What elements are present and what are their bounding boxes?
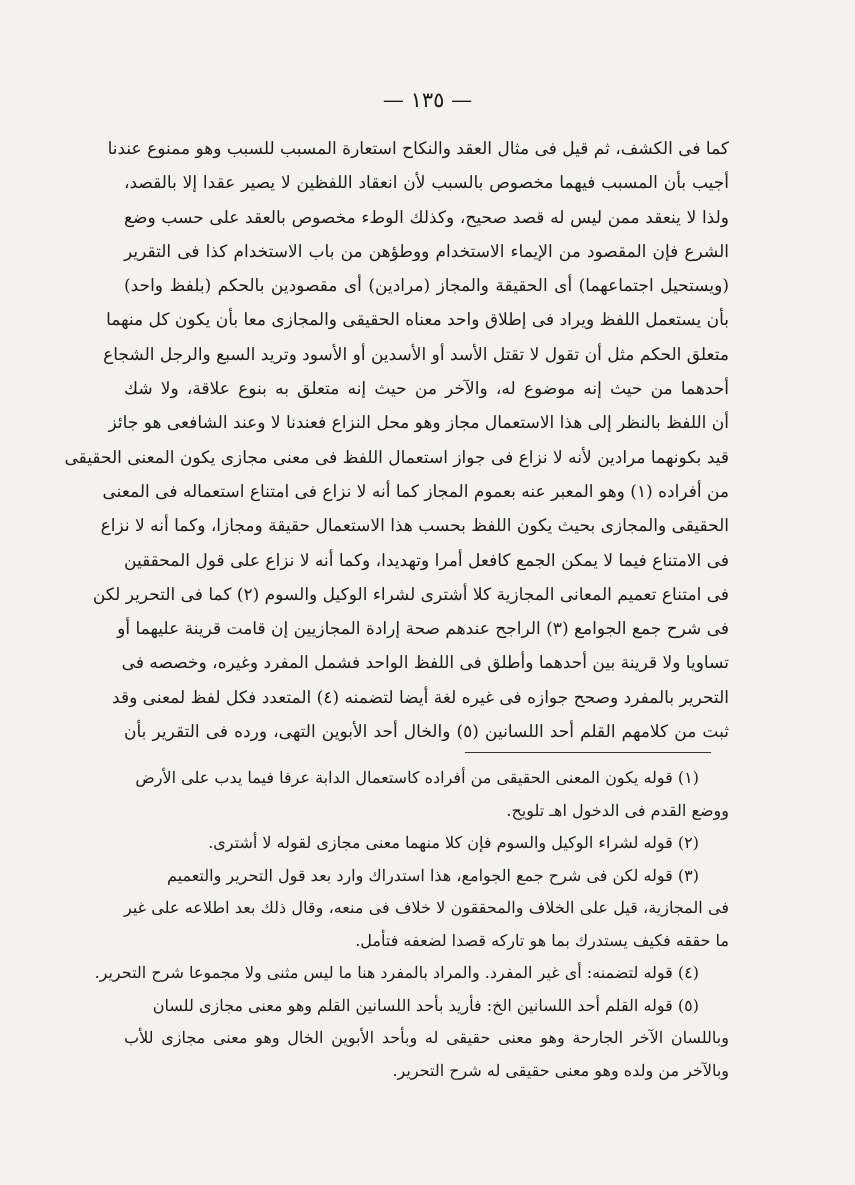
text-line: التحرير بالمفرد وصحح جوازه فى غيره لغة أيضا لتضمنه (٤) المتعدد فكل لفظ لمعنى وقد (112, 687, 729, 708)
text-line: أجيب بأن المسبب فيهما مخصوص بالسبب لأن انعقاد اللفظين لا يصير عقدا إلا بالقصد، (124, 173, 729, 194)
footnote-line: (١) قوله يكون المعنى الحقيقى من أفراده كاستعمال الدابة عرفا فيما يدب على الأرض (135, 768, 699, 787)
footnote-line: وباللسان الآخر الجارحة وهو معنى حقيقى له وبأحد الأبوين الخال وهو معنى مجازى للأب (124, 1028, 729, 1047)
text-line: (ويستحيل اجتماعهما) أى الحقيقة والمجاز (مرادين) أى مقصودين بالحكم (بلفظ واحد) (124, 276, 729, 297)
text-line: فى الامتناع فيما لا يمكن الجمع كافعل أمرا وتهديدا، وكما أنه لا نزاع على قول المحققين (124, 550, 729, 571)
text-line: الحقيقى والمجازى بحيث يكون اللفظ بحسب هذا الاستعمال حقيقة ومجازا، وكما أنه لا نزاع (100, 516, 729, 537)
text-line: متعلق الحكم مثل أن تقول لا تقتل الأسد أو الأسدين أو الأسود وتريد السبع والرجل الشجاع (103, 344, 729, 365)
footnote-line: (٢) قوله لشراء الوكيل والسوم فإن كلا منهما معنى مجازى لقوله لا أشترى. (208, 833, 699, 852)
text-line: فى امتناع تعميم المعانى المجازية كلا أشترى لشراء الوكيل والسوم (٢) كما فى التحرير لكن (92, 584, 729, 605)
footnotes (94, 762, 729, 1087)
footnote-line: فى المجازية، قيل على الخلاف والمحققون لا خلاف فى منعه، وقال ذلك بعد اطلاعه على غير (124, 898, 729, 917)
text-line: من أفراده (١) وهو المعبر عنه بعموم المجاز كما أنه لا نزاع فى امتناع استعماله فى المعنى (102, 481, 729, 502)
text-line: الشرع فإن المقصود من الإيماء الاستخدام ووطؤهن من باب الاستخدام كذا فى التقرير (124, 241, 729, 262)
text-line: فى شرح جمع الجوامع (٣) الراجح عندهم صحة إرادة المجازيين إن قامت قرينة عليهما أو (117, 619, 729, 640)
footnote-line: (٥) قوله القلم أحد اللسانين الخ: فأريد بأحد اللسانين القلم وهو معنى مجازى للسان (152, 995, 699, 1015)
text-line: بأن يستعمل اللفظ ويراد فى إطلاق واحد معناه الحقيقى والمجازى معا بأن يكون كل منهما (106, 310, 729, 331)
text-line: أحدهما من حيث إنه موضوع له، والآخر من حيث إنه متعلق به بنوع علاقة، ولا شك (124, 379, 729, 400)
footnote-4 (94, 957, 729, 990)
text-line: ثبت من كلامهم القلم أحد اللسانين (٥) والخال أحد الأبوين التهى، ورده فى التقرير بأن (124, 722, 729, 743)
main-text (64, 132, 729, 749)
footnote-line: وبالآخر من ولده وهو معنى حقيقى له شرح التحرير. (392, 1060, 729, 1080)
footnote-divider (465, 752, 711, 753)
text-line: كما فى الكشف، ثم قيل فى مثال العقد والنكاح استعارة المسبب للسبب وهو ممنوع عندنا (107, 139, 729, 159)
footnote-5 (124, 990, 729, 1088)
footnote-line: (٤) قوله لتضمنه: أى غير المفرد. والمراد بالمفرد هنا ما ليس مثنى ولا مجموعا شرح التحرير. (94, 963, 699, 982)
text-line: أن اللفظ بالنظر إلى هذا الاستعمال مجاز وهو محل النزاع فعندنا لا وعند الشافعى هو جائز (108, 413, 729, 434)
footnote-line: ووضع القدم فى الدخول اهـ تلويح. (506, 800, 729, 820)
footnote-3 (124, 860, 729, 958)
page-number: — ١٣٥ — (382, 88, 473, 112)
text-line: قيد بكونهما مرادين لأنه لا نزاع فى جواز استعمال اللفظ فى معنى مجازى يكون المعنى الحقيقى (64, 447, 729, 468)
footnote-line: (٣) قوله لكن فى شرح جمع الجوامع، هذا استدراك وارد بعد قول التحرير والتعميم (166, 865, 699, 885)
footnote-1 (124, 762, 729, 827)
footnote-line: ما حققه فكيف يستدرك بما هو تاركه قصدا لضعفه فتأمل. (355, 930, 729, 950)
text-line: تساويا ولا قرينة بين أحدهما وأطلق فى اللفظ الواحد فشمل المفرد وغيره، وخصصه فى (121, 653, 729, 674)
footnote-2 (124, 827, 729, 860)
text-line: ولذا لا ينعقد ممن ليس له قصد صحيح، وكذلك الوطء مخصوص بالعقد على حسب وضع (124, 207, 729, 228)
